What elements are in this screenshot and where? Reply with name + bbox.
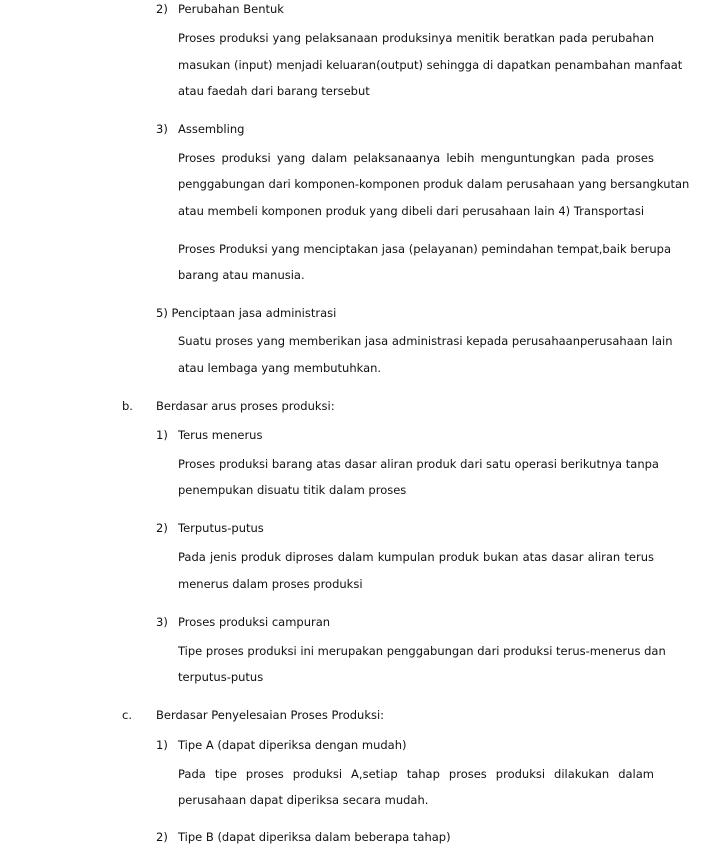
paragraph-line: terputus-putus — [178, 670, 264, 684]
paragraph-line: atau lembaga yang membutuhkan. — [178, 361, 382, 375]
item-number: 2) — [156, 830, 168, 844]
section-heading: Berdasar Penyelesaian Proses Produksi: — [156, 708, 385, 722]
item-heading: Perubahan Bentuk — [178, 2, 284, 16]
item-heading: Tipe B (dapat diperiksa dalam beberapa tahap) — [178, 830, 451, 844]
item-heading: Terus menerus — [178, 428, 263, 442]
paragraph-line: Tipe proses produksi ini merupakan penggabungan dari produksi terus-menerus dan — [178, 644, 666, 658]
item-number: 1) — [156, 738, 168, 752]
item-heading: Proses produksi campuran — [178, 615, 331, 629]
paragraph-line: barang atau manusia. — [178, 268, 305, 282]
paragraph-line: penempukan disuatu titik dalam proses — [178, 483, 407, 497]
paragraph-line: Proses Produksi yang menciptakan jasa (pelayanan) pemindahan tempat,baik berupa — [178, 242, 672, 256]
paragraph-line: Proses produksi yang pelaksanaan produksinya menitik beratkan pada perubahan — [178, 31, 654, 45]
paragraph-line: penggabungan dari komponen-komponen produk dalam perusahaan yang bersangkutan — [178, 177, 690, 191]
section-heading: Berdasar arus proses produksi: — [156, 399, 335, 413]
item-number: 1) — [156, 428, 168, 442]
section-letter: b. — [122, 399, 133, 413]
paragraph-line: Pada jenis produk diproses dalam kumpulan produk bukan atas dasar aliran terus — [178, 550, 654, 564]
item-heading: Terputus-putus — [178, 521, 264, 535]
item-number: 3) — [156, 615, 168, 629]
paragraph-line: masukan (input) menjadi keluaran(output) sehingga di dapatkan penambahan manfaat — [178, 58, 683, 72]
paragraph-line: Pada tipe proses produksi A,setiap tahap proses produksi dilakukan dalam — [178, 767, 654, 781]
paragraph-line: Proses produksi barang atas dasar aliran produk dari satu operasi berikutnya tanpa — [178, 457, 659, 471]
paragraph-line: atau membeli komponen produk yang dibeli dari perusahaan lain 4) Transportasi — [178, 204, 645, 218]
item-heading: Tipe A (dapat diperiksa dengan mudah) — [178, 738, 407, 752]
paragraph-line: atau faedah dari barang tersebut — [178, 84, 370, 98]
paragraph-line: Proses produksi yang dalam pelaksanaanya lebih menguntungkan pada proses — [178, 151, 654, 165]
item-number: 3) — [156, 122, 168, 136]
item-number: 2) — [156, 521, 168, 535]
paragraph-line: menerus dalam proses produksi — [178, 577, 363, 591]
item-number: 2) — [156, 2, 168, 16]
item-heading: Assembling — [178, 122, 245, 136]
item-heading: 5) Penciptaan jasa administrasi — [156, 306, 337, 320]
section-letter: c. — [122, 708, 132, 722]
paragraph-line: perusahaan dapat diperiksa secara mudah. — [178, 793, 429, 807]
paragraph-line: Suatu proses yang memberikan jasa administrasi kepada perusahaanperusahaan lain — [178, 334, 673, 348]
